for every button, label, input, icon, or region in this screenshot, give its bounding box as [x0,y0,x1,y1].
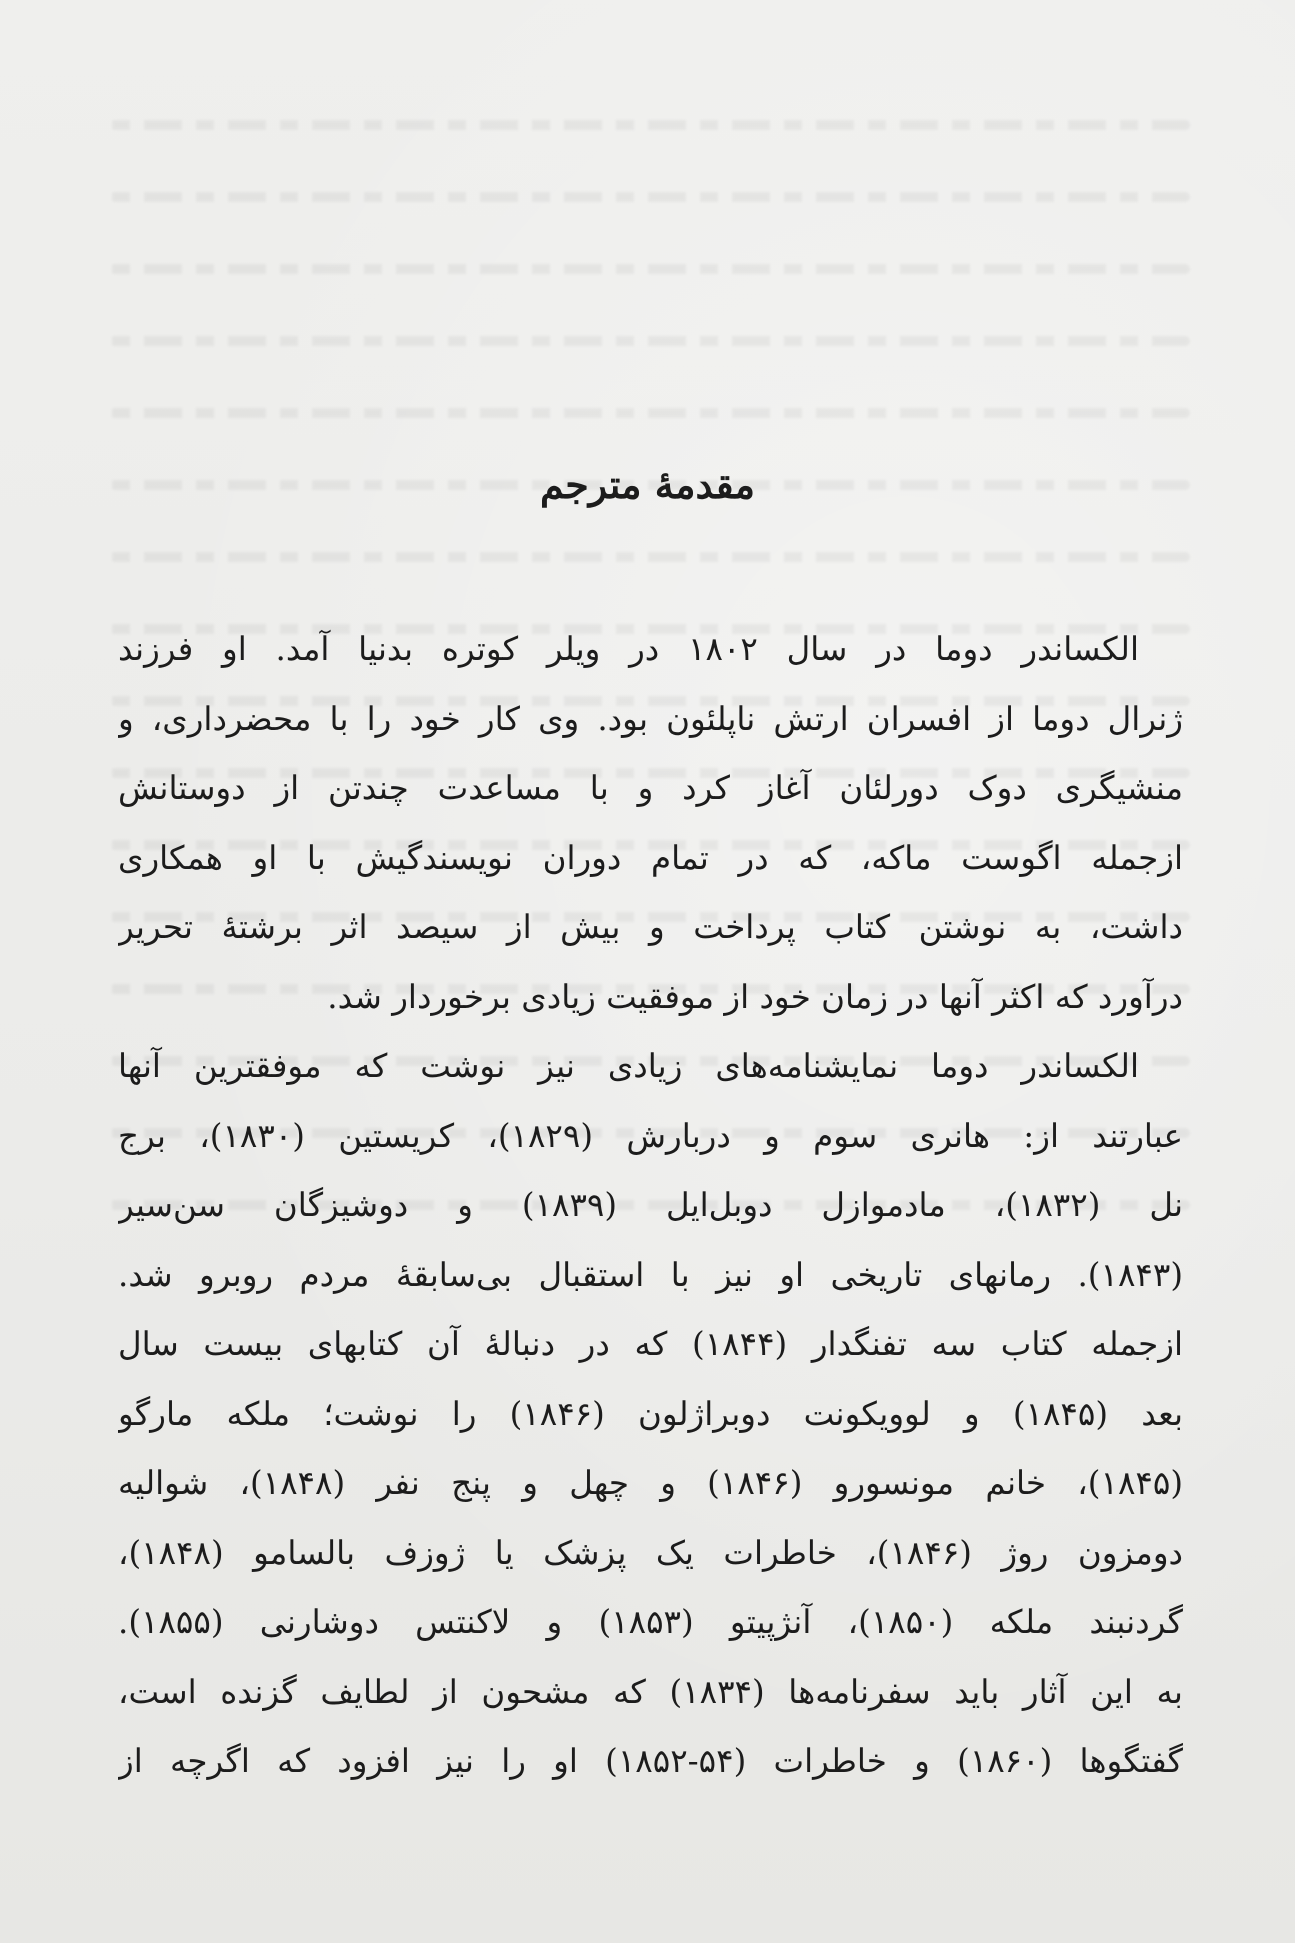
text-line: الکساندر دوما در سال ۱۸۰۲ در ویلر کوتره بدنیا آمد. او فرزند [118,630,1139,668]
text-line: گردنبند ملکه (۱۸۵۰)، آنژپیتو (۱۸۵۳) و لاکنتس دوشارنی (۱۸۵۵). [118,1603,1183,1641]
text-line: بعد (۱۸۴۵) و لوویکونت دوبراژلون (۱۸۴۶) را نوشت؛ ملکه مارگو [118,1394,1183,1433]
page-heading: مقدمهٔ مترجم [539,462,756,507]
text-line: عبارتند از: هانری سوم و دربارش (۱۸۲۹)، کریستین (۱۸۳۰)، برج [118,1116,1183,1155]
text-line: نل (۱۸۳۲)، مادموازل دوبل‌ایل (۱۸۳۹) و دوشیزگان سن‌سیر [118,1186,1183,1224]
text-line: داشت، به نوشتن کتاب پرداخت و بیش از سیصد اثر برشتهٔ تحریر [118,908,1183,946]
text-line: درآورد که اکثر آنها در زمان خود از موفقیت زیادی برخوردار شد. [327,977,1183,1016]
text-line: گفتگوها (۱۸۶۰) و خاطرات (۵۴-۱۸۵۲) او را نیز افزود که اگرچه از [118,1742,1183,1780]
body-text [118,615,1183,1797]
text-line: ازجمله کتاب سه تفنگدار (۱۸۴۴) که در دنبالهٔ آن کتابهای بیست سال [118,1325,1183,1363]
text-line: ازجمله اگوست ماکه، که در تمام دوران نویسندگیش با او همکاری [118,838,1183,877]
text-line: دومزون روژ (۱۸۴۶)، خاطرات یک پزشک یا ژوزف بالسامو (۱۸۴۸)، [118,1533,1183,1572]
text-line: الکساندر دوما نمایشنامه‌های زیادی نیز نوشت که موفقترین آنها [118,1047,1139,1085]
text-line: (۱۸۴۳). رمانهای تاریخی او نیز با استقبال بی‌سابقهٔ مردم روبرو شد. [118,1255,1183,1294]
text-line: منشیگری دوک دورلئان آغاز کرد و با مساعدت چندتن از دوستانش [118,769,1183,807]
text-line: به این آثار باید سفرنامه‌ها (۱۸۳۴) که مشحون از لطایف گزنده است، [118,1672,1183,1711]
text-line: (۱۸۴۵)، خانم مونسورو (۱۸۴۶) و چهل و پنج نفر (۱۸۴۸)، شوالیه [118,1464,1183,1502]
text-line: ژنرال دوما از افسران ارتش ناپلئون بود. وی کار خود را با محضرداری، و [118,699,1183,738]
